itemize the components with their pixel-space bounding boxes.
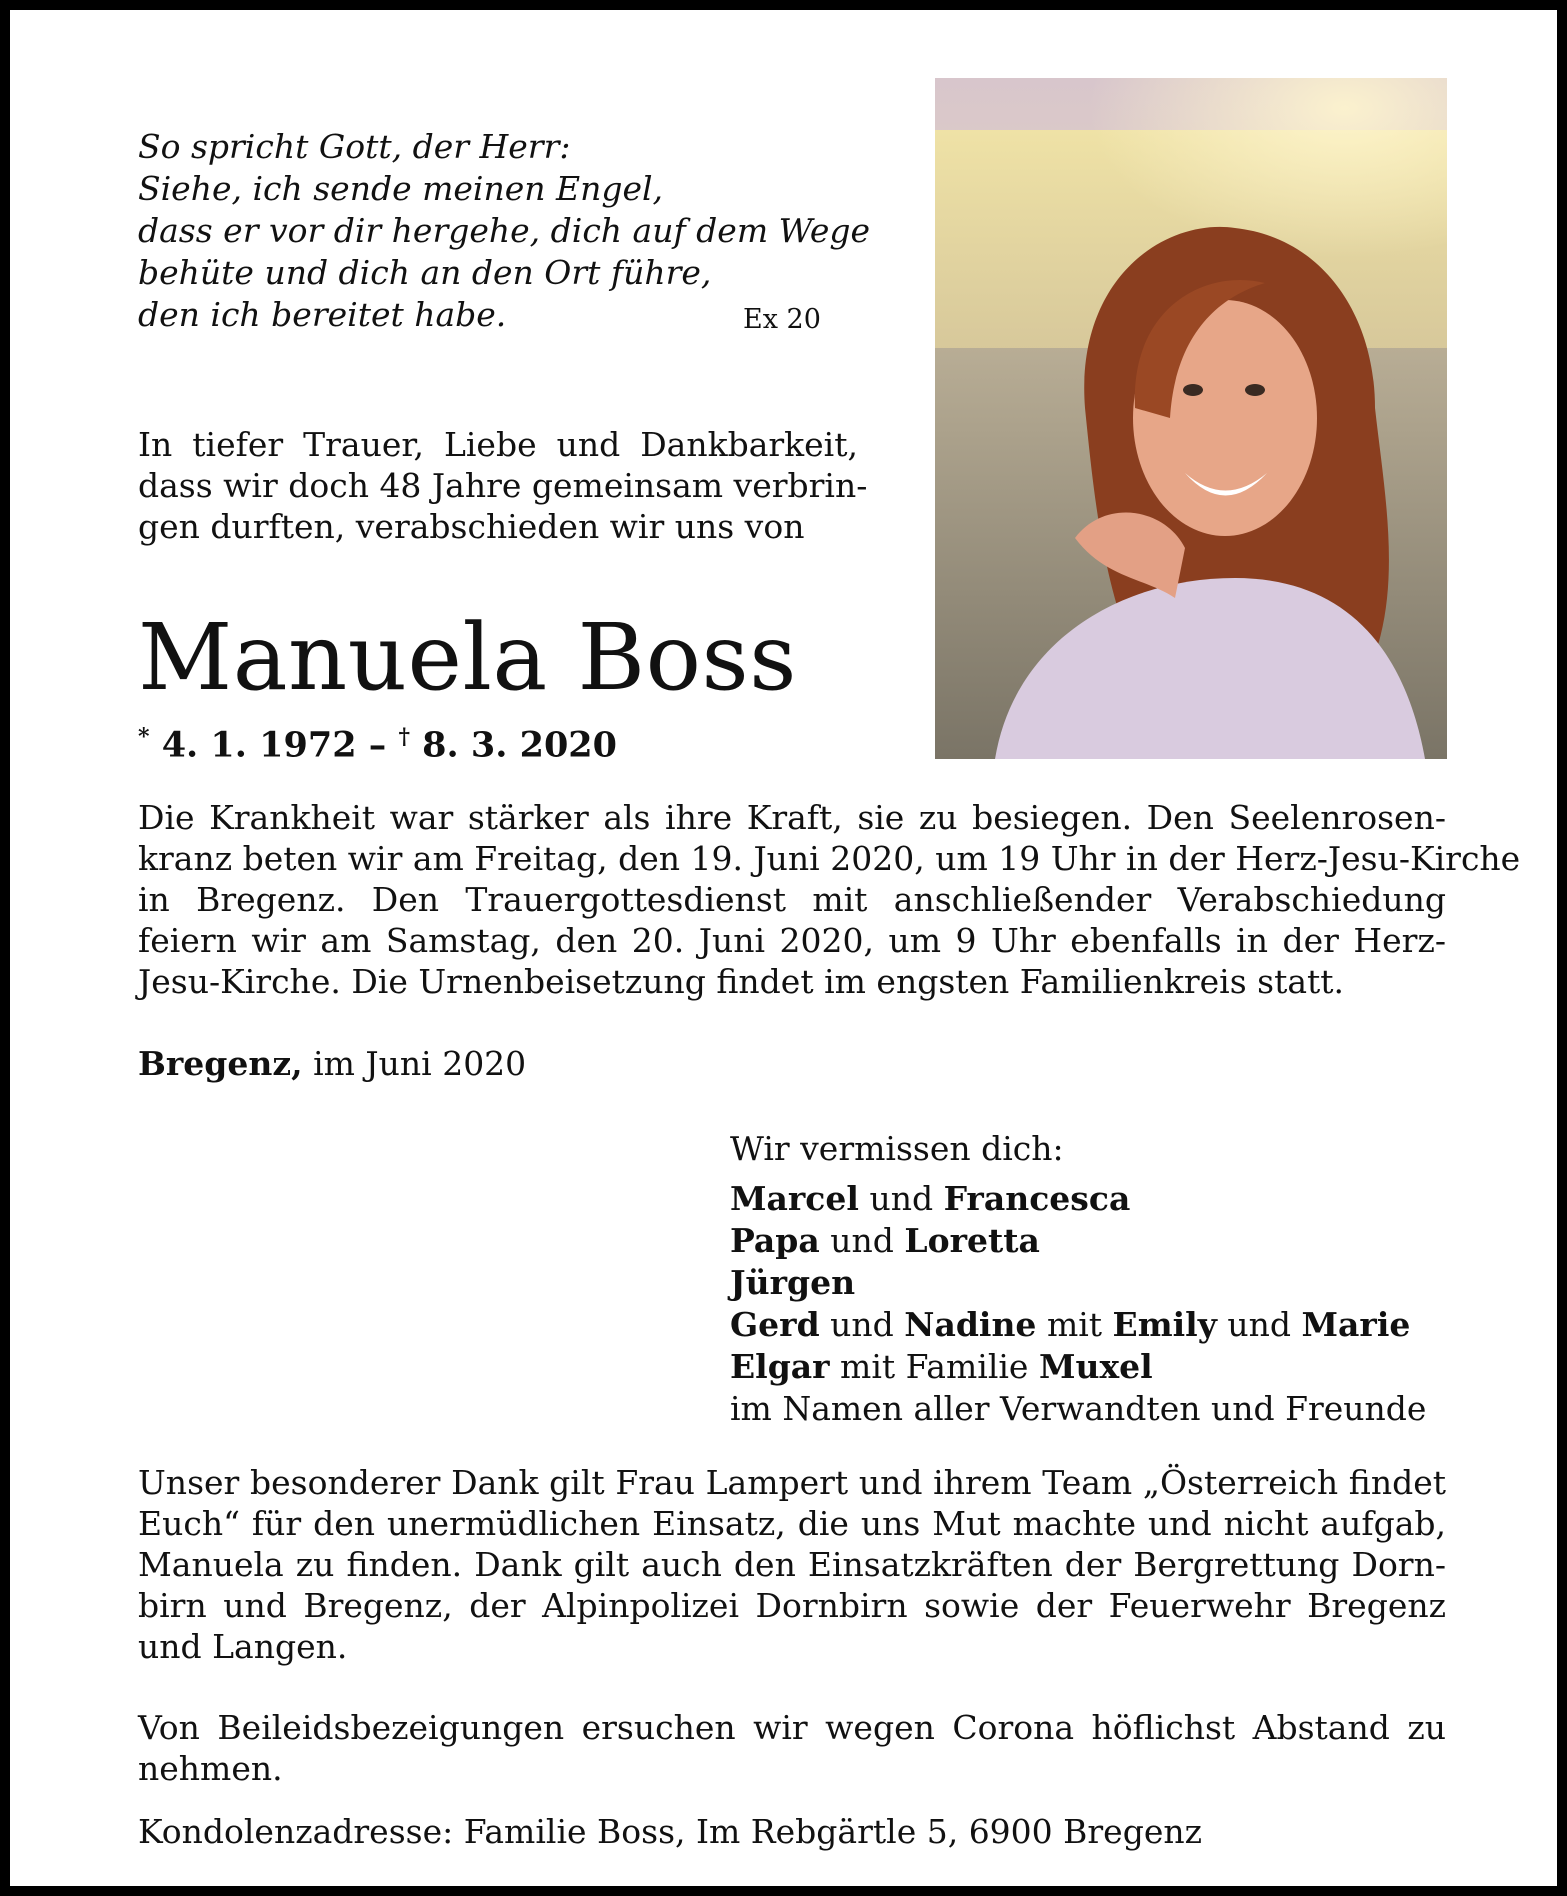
mourner-line [730, 1262, 1450, 1304]
mourner-name: Jürgen [730, 1263, 856, 1302]
verse-line: behüte und dich an den Ort führe, [138, 253, 712, 292]
condolence-address: Kondolenzadresse: Familie Boss, Im Rebgärtle 5, 6900 Bregenz [138, 1812, 1203, 1851]
thanks-line: birn und Bregenz, der Alpinpolizei Dornbirn sowie der Feuerwehr Bregenz [138, 1586, 1446, 1625]
announcement-line: in Bregenz. Den Trauergottesdienst mit anschließender Verabschiedung [138, 880, 1446, 919]
mourner-name: Francesca [943, 1179, 1131, 1218]
thanks-text [138, 1462, 1446, 1667]
announcement-text [138, 797, 1521, 1002]
mourner-line [730, 1178, 1450, 1220]
mourner-name: Nadine [904, 1305, 1037, 1344]
mourners-list [730, 1128, 1450, 1430]
connector: mit [1046, 1305, 1103, 1344]
portrait-photo [935, 78, 1447, 759]
intro-line: dass wir doch 48 Jahre gemeinsam verbrin- [138, 466, 868, 505]
intro-line: In tiefer Trauer, Liebe und Dankbarkeit, [138, 425, 858, 464]
mourner-name: Marie [1301, 1305, 1411, 1344]
thanks-line: Euch“ für den unermüdlichen Einsatz, die uns Mut machte und nicht aufgab, [138, 1504, 1446, 1543]
mourner-name: Muxel [1038, 1347, 1153, 1386]
life-dates [138, 724, 617, 766]
mourner-name: Loretta [904, 1221, 1040, 1260]
birth-symbol: * [138, 724, 150, 750]
mourner-line [730, 1304, 1450, 1346]
mourners-closing: im Namen aller Verwandten und Freunde [730, 1389, 1427, 1428]
connector: und [830, 1305, 894, 1344]
connector: und [1227, 1305, 1292, 1344]
mourner-line [730, 1220, 1450, 1262]
birth-date: 4. 1. 1972 [161, 724, 357, 766]
deceased-name: Manuela Boss [138, 604, 797, 711]
thanks-line: und Langen. [138, 1627, 348, 1666]
mourners-heading: Wir vermissen dich: [730, 1129, 1064, 1168]
bible-verse [138, 126, 871, 336]
connector: und [869, 1179, 934, 1218]
death-date: 8. 3. 2020 [422, 724, 617, 766]
condolence-line: Von Beileidsbezeigungen ersuchen wir wegen Corona höflichst Abstand zu [138, 1708, 1446, 1747]
announcement-line: Die Krankheit war stärker als ihre Kraft, sie zu besiegen. Den Seelenrosen- [138, 798, 1446, 837]
mourner-name: Papa [730, 1221, 820, 1260]
announcement-line: kranz beten wir am Freitag, den 19. Juni 2020, um 19 Uhr in der Herz-Jesu-Kirche [138, 839, 1521, 878]
verse-line: dass er vor dir hergehe, dich auf dem Wege [138, 211, 871, 250]
condolence-line: nehmen. [138, 1749, 283, 1788]
connector: und [830, 1221, 894, 1260]
connector: mit Familie [840, 1347, 1029, 1386]
verse-line: Siehe, ich sende meinen Engel, [138, 169, 664, 208]
thanks-line: Manuela zu finden. Dank gilt auch den Einsatzkräften der Bergrettung Dorn- [138, 1545, 1446, 1584]
place: Bregenz, [138, 1044, 303, 1083]
thanks-line: Unser besonderer Dank gilt Frau Lampert und ihrem Team „Österreich findet [138, 1463, 1446, 1502]
condolence-note [138, 1707, 1446, 1789]
verse-line: den ich bereitet habe. [138, 295, 507, 334]
death-symbol: † [398, 724, 410, 750]
mourner-name: Emily [1112, 1305, 1217, 1344]
verse-line: So spricht Gott, der Herr: [138, 127, 571, 166]
portrait-photo-icon [935, 78, 1447, 759]
mourner-name: Marcel [730, 1179, 859, 1218]
verse-reference: Ex 20 [743, 304, 821, 335]
announcement-line: feiern wir am Samstag, den 20. Juni 2020, um 9 Uhr ebenfalls in der Herz- [138, 921, 1446, 960]
announcement-line: Jesu-Kirche. Die Urnenbeisetzung findet im engsten Familienkreis statt. [138, 962, 1345, 1001]
mourner-name: Elgar [730, 1347, 830, 1386]
intro-text [138, 424, 868, 547]
place-date [138, 1044, 526, 1083]
date-separator: – [368, 724, 387, 766]
mourner-name: Gerd [730, 1305, 820, 1344]
mourner-line [730, 1346, 1450, 1388]
intro-line: gen durften, verabschieden wir uns von [138, 507, 805, 546]
date: im Juni 2020 [313, 1044, 527, 1083]
